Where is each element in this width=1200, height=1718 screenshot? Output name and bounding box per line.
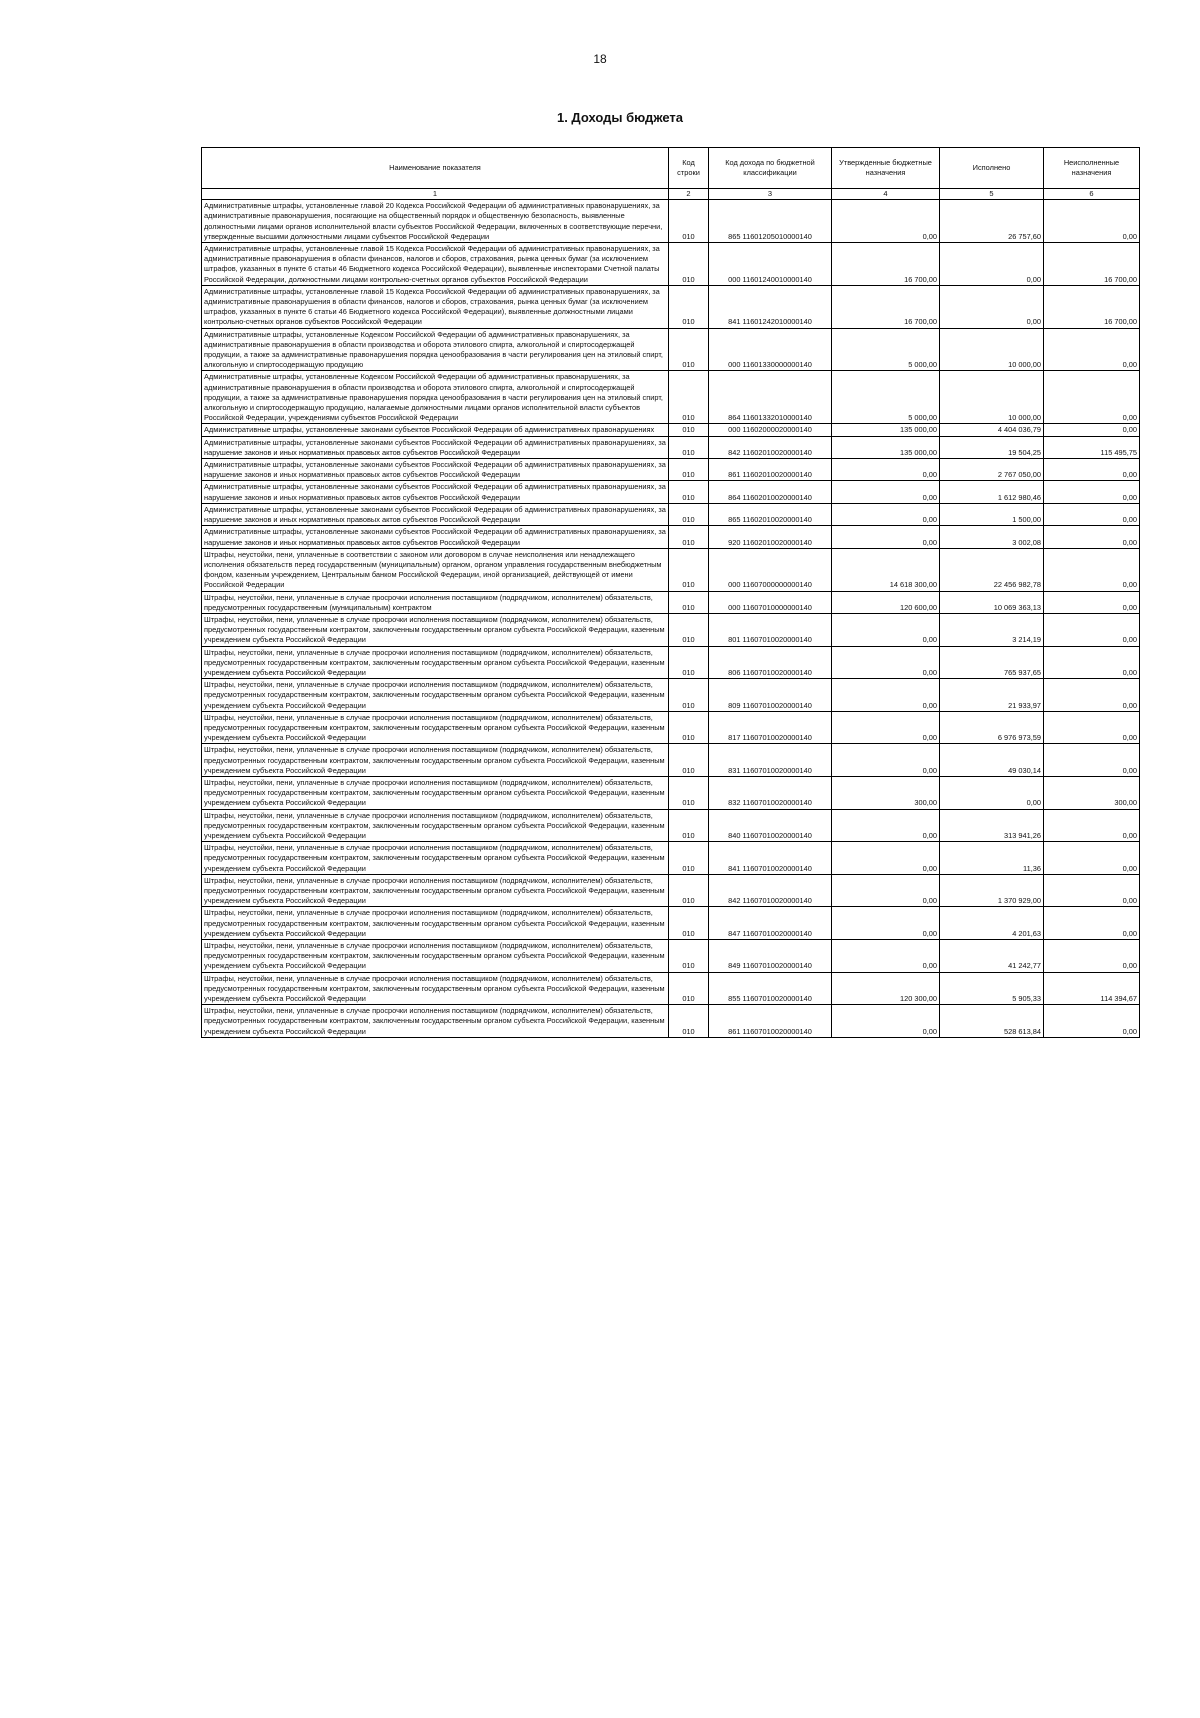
table-body — [202, 200, 1140, 1038]
row-code: 010 — [669, 591, 709, 613]
row-name: Штрафы, неустойки, пени, уплаченные в случае просрочки исполнения поставщиком (подрядчиком, исполнителем) обязательств, предусмотренных государственным контрактом, заключенным государственным органом субъекта Российской Федерации, казенным учреждением субъекта Российской Федерации — [202, 809, 669, 842]
row-executed: 3 002,08 — [940, 526, 1044, 548]
column-number: 3 — [709, 189, 832, 200]
row-approved: 120 300,00 — [832, 972, 940, 1005]
row-approved: 0,00 — [832, 907, 940, 940]
table-row — [202, 744, 1140, 777]
row-code: 010 — [669, 285, 709, 328]
row-approved: 0,00 — [832, 809, 940, 842]
row-unexecuted: 114 394,67 — [1044, 972, 1140, 1005]
row-unexecuted: 0,00 — [1044, 711, 1140, 744]
row-approved: 0,00 — [832, 503, 940, 525]
header-approved: Утвержденные бюджетные назначения — [832, 148, 940, 189]
table-row — [202, 711, 1140, 744]
row-approved: 135 000,00 — [832, 424, 940, 436]
row-executed: 49 030,14 — [940, 744, 1044, 777]
row-kbk: 849 11607010020000140 — [709, 940, 832, 973]
row-kbk: 000 11601240010000140 — [709, 243, 832, 286]
row-unexecuted: 0,00 — [1044, 371, 1140, 424]
row-name: Штрафы, неустойки, пени, уплаченные в случае просрочки исполнения поставщиком (подрядчиком, исполнителем) обязательств, предусмотренных государственным контрактом, заключенным государственным органом субъекта Российской Федерации, казенным учреждением субъекта Российской Федерации — [202, 776, 669, 809]
row-unexecuted: 0,00 — [1044, 809, 1140, 842]
table-row — [202, 842, 1140, 875]
row-approved: 5 000,00 — [832, 371, 940, 424]
row-unexecuted: 0,00 — [1044, 613, 1140, 646]
table-row — [202, 591, 1140, 613]
row-unexecuted: 0,00 — [1044, 328, 1140, 371]
row-executed: 4 404 036,79 — [940, 424, 1044, 436]
row-executed: 10 069 363,13 — [940, 591, 1044, 613]
row-name: Штрафы, неустойки, пени, уплаченные в случае просрочки исполнения поставщиком (подрядчиком, исполнителем) обязательств, предусмотренных государственным контрактом, заключенным государственным органом субъекта Российской Федерации, казенным учреждением субъекта Российской Федерации — [202, 613, 669, 646]
table-row — [202, 679, 1140, 712]
row-unexecuted: 0,00 — [1044, 503, 1140, 525]
row-executed: 21 933,97 — [940, 679, 1044, 712]
table-row — [202, 459, 1140, 481]
row-code: 010 — [669, 503, 709, 525]
table-row — [202, 371, 1140, 424]
row-name: Штрафы, неустойки, пени, уплаченные в случае просрочки исполнения поставщиком (подрядчиком, исполнителем) обязательств, предусмотренных государственным контрактом, заключенным государственным органом субъекта Российской Федерации, казенным учреждением субъекта Российской Федерации — [202, 874, 669, 907]
table-row — [202, 285, 1140, 328]
header-code: Код строки — [669, 148, 709, 189]
row-kbk: 861 11602010020000140 — [709, 459, 832, 481]
row-approved: 0,00 — [832, 200, 940, 243]
row-kbk: 865 11602010020000140 — [709, 503, 832, 525]
row-name: Штрафы, неустойки, пени, уплаченные в случае просрочки исполнения поставщиком (подрядчиком, исполнителем) обязательств, предусмотренных государственным контрактом, заключенным государственным органом субъекта Российской Федерации, казенным учреждением субъекта Российской Федерации — [202, 842, 669, 875]
row-code: 010 — [669, 679, 709, 712]
row-kbk: 841 11601242010000140 — [709, 285, 832, 328]
row-unexecuted: 300,00 — [1044, 776, 1140, 809]
row-executed: 5 905,33 — [940, 972, 1044, 1005]
row-code: 010 — [669, 328, 709, 371]
row-executed: 1 370 929,00 — [940, 874, 1044, 907]
row-approved: 0,00 — [832, 940, 940, 973]
row-code: 010 — [669, 371, 709, 424]
column-number: 4 — [832, 189, 940, 200]
row-kbk: 920 11602010020000140 — [709, 526, 832, 548]
row-unexecuted: 0,00 — [1044, 646, 1140, 679]
row-code: 010 — [669, 548, 709, 591]
row-unexecuted: 0,00 — [1044, 842, 1140, 875]
row-executed: 528 613,84 — [940, 1005, 1044, 1038]
row-code: 010 — [669, 436, 709, 458]
row-unexecuted: 0,00 — [1044, 940, 1140, 973]
row-kbk: 865 11601205010000140 — [709, 200, 832, 243]
table-row — [202, 874, 1140, 907]
row-approved: 0,00 — [832, 842, 940, 875]
table-row — [202, 526, 1140, 548]
row-kbk: 000 11602000020000140 — [709, 424, 832, 436]
row-name: Штрафы, неустойки, пени, уплаченные в случае просрочки исполнения поставщиком (подрядчиком, исполнителем) обязательств, предусмотренных государственным контрактом, заключенным государственным органом субъекта Российской Федерации, казенным учреждением субъекта Российской Федерации — [202, 711, 669, 744]
row-executed: 4 201,63 — [940, 907, 1044, 940]
row-kbk: 806 11607010020000140 — [709, 646, 832, 679]
row-unexecuted: 0,00 — [1044, 548, 1140, 591]
row-approved: 0,00 — [832, 711, 940, 744]
row-executed: 2 767 050,00 — [940, 459, 1044, 481]
row-kbk: 847 11607010020000140 — [709, 907, 832, 940]
row-executed: 0,00 — [940, 776, 1044, 809]
row-kbk: 840 11607010020000140 — [709, 809, 832, 842]
row-code: 010 — [669, 809, 709, 842]
row-code: 010 — [669, 744, 709, 777]
row-name: Административные штрафы, установленные законами субъектов Российской Федерации об административных правонарушениях, за нарушение законов и иных нормативных правовых актов субъектов Российской Федерации — [202, 459, 669, 481]
table-row — [202, 776, 1140, 809]
row-unexecuted: 0,00 — [1044, 679, 1140, 712]
row-name: Штрафы, неустойки, пени, уплаченные в случае просрочки исполнения поставщиком (подрядчиком, исполнителем) обязательств, предусмотренных государственным контрактом, заключенным государственным органом субъекта Российской Федерации, казенным учреждением субъекта Российской Федерации — [202, 1005, 669, 1038]
row-name: Административные штрафы, установленные главой 15 Кодекса Российской Федерации об административных правонарушениях, за административные правонарушения в области финансов, налогов и сборов, страхования, рынка ценных бумаг (за исключением штрафов, указанных в пункте 6 статьи 46 Бюджетного кодекса Российской Федерации), выявленные должностными лицами контрольно-счетных органов субъектов Российской Федерации — [202, 285, 669, 328]
row-executed: 3 214,19 — [940, 613, 1044, 646]
row-name: Штрафы, неустойки, пени, уплаченные в соответствии с законом или договором в случае неисполнения или ненадлежащего исполнения обязательств перед государственным (муниципальным) органом, органом управления государственным внебюджетным фондом, казенным учреждением, Центральным банком Российской Федерации, иной организацией, действующей от имени Российской Федерации — [202, 548, 669, 591]
column-number: 1 — [202, 189, 669, 200]
row-code: 010 — [669, 842, 709, 875]
row-kbk: 842 11607010020000140 — [709, 874, 832, 907]
row-unexecuted: 16 700,00 — [1044, 285, 1140, 328]
row-approved: 0,00 — [832, 613, 940, 646]
table-row — [202, 503, 1140, 525]
table-row — [202, 328, 1140, 371]
row-unexecuted: 115 495,75 — [1044, 436, 1140, 458]
row-kbk: 861 11607010020000140 — [709, 1005, 832, 1038]
row-name: Административные штрафы, установленные законами субъектов Российской Федерации об административных правонарушениях, за нарушение законов и иных нормативных правовых актов субъектов Российской Федерации — [202, 436, 669, 458]
row-approved: 16 700,00 — [832, 285, 940, 328]
row-code: 010 — [669, 424, 709, 436]
row-name: Административные штрафы, установленные законами субъектов Российской Федерации об административных правонарушениях, за нарушение законов и иных нормативных правовых актов субъектов Российской Федерации — [202, 481, 669, 503]
row-kbk: 855 11607010020000140 — [709, 972, 832, 1005]
row-name: Административные штрафы, установленные законами субъектов Российской Федерации об административных правонарушениях — [202, 424, 669, 436]
row-name: Административные штрафы, установленные главой 15 Кодекса Российской Федерации об административных правонарушениях, за административные правонарушения в области финансов, налогов и сборов, страхования, рынка ценных бумаг (за исключением штрафов, указанных в пункте 6 статьи 46 Бюджетного кодекса Российской Федерации), выявленные инспекторами Счетной палаты Российской Федерации, должностными лицами контрольно-счетных органов субъектов Российской Федерации — [202, 243, 669, 286]
table-row — [202, 907, 1140, 940]
row-executed: 0,00 — [940, 285, 1044, 328]
row-kbk: 841 11607010020000140 — [709, 842, 832, 875]
row-executed: 1 500,00 — [940, 503, 1044, 525]
row-approved: 14 618 300,00 — [832, 548, 940, 591]
table-row — [202, 646, 1140, 679]
column-number: 5 — [940, 189, 1044, 200]
row-name: Административные штрафы, установленные Кодексом Российской Федерации об административных правонарушениях, за административные правонарушения в области производства и оборота этилового спирта, алкогольной и спиртосодержащей продукции, а также за административные правонарушения порядка ценообразования в части регулирования цен на этиловый спирт, алкогольную и спиртосодержащую продукцию, налагаемые должностными лицами органов исполнительной власти субъектов Российской Федерации, учреждениями субъектов Российской Федерации — [202, 371, 669, 424]
row-approved: 0,00 — [832, 646, 940, 679]
row-unexecuted: 0,00 — [1044, 1005, 1140, 1038]
table-row — [202, 613, 1140, 646]
table-header-row — [202, 148, 1140, 189]
row-approved: 0,00 — [832, 1005, 940, 1038]
row-kbk: 801 11607010020000140 — [709, 613, 832, 646]
row-executed: 0,00 — [940, 243, 1044, 286]
row-kbk: 864 11601332010000140 — [709, 371, 832, 424]
table-row — [202, 1005, 1140, 1038]
table-row — [202, 200, 1140, 243]
row-executed: 22 456 982,78 — [940, 548, 1044, 591]
row-unexecuted: 0,00 — [1044, 744, 1140, 777]
row-approved: 0,00 — [832, 874, 940, 907]
row-executed: 19 504,25 — [940, 436, 1044, 458]
row-approved: 0,00 — [832, 679, 940, 712]
row-executed: 765 937,65 — [940, 646, 1044, 679]
row-unexecuted: 0,00 — [1044, 481, 1140, 503]
row-name: Административные штрафы, установленные законами субъектов Российской Федерации об административных правонарушениях, за нарушение законов и иных нормативных правовых актов субъектов Российской Федерации — [202, 526, 669, 548]
header-name: Наименование показателя — [202, 148, 669, 189]
row-kbk: 817 11607010020000140 — [709, 711, 832, 744]
row-code: 010 — [669, 613, 709, 646]
row-unexecuted: 0,00 — [1044, 907, 1140, 940]
row-kbk: 000 11607010000000140 — [709, 591, 832, 613]
row-code: 010 — [669, 243, 709, 286]
revenue-table — [201, 147, 1140, 1038]
row-approved: 5 000,00 — [832, 328, 940, 371]
table-row — [202, 809, 1140, 842]
section-title: 1. Доходы бюджета — [556, 110, 684, 125]
row-kbk: 000 11607000000000140 — [709, 548, 832, 591]
table-row — [202, 424, 1140, 436]
row-approved: 0,00 — [832, 481, 940, 503]
row-executed: 10 000,00 — [940, 328, 1044, 371]
row-name: Административные штрафы, установленные Кодексом Российской Федерации об административных правонарушениях, за административные правонарушения в области производства и оборота этилового спирта, алкогольной и спиртосодержащей продукции, а также за административные правонарушения порядка ценообразования в части регулирования цен на этиловый спирт, алкогольную и спиртосодержащую продукцию — [202, 328, 669, 371]
row-executed: 1 612 980,46 — [940, 481, 1044, 503]
row-unexecuted: 0,00 — [1044, 459, 1140, 481]
page-number: 18 — [593, 52, 607, 66]
row-name: Штрафы, неустойки, пени, уплаченные в случае просрочки исполнения поставщиком (подрядчиком, исполнителем) обязательств, предусмотренных государственным контрактом, заключенным государственным органом субъекта Российской Федерации, казенным учреждением субъекта Российской Федерации — [202, 940, 669, 973]
row-unexecuted: 0,00 — [1044, 526, 1140, 548]
row-executed: 11,36 — [940, 842, 1044, 875]
row-unexecuted: 0,00 — [1044, 874, 1140, 907]
row-kbk: 832 11607010020000140 — [709, 776, 832, 809]
row-approved: 300,00 — [832, 776, 940, 809]
row-name: Штрафы, неустойки, пени, уплаченные в случае просрочки исполнения поставщиком (подрядчиком, исполнителем) обязательств, предусмотренных государственным контрактом, заключенным государственным органом субъекта Российской Федерации, казенным учреждением субъекта Российской Федерации — [202, 907, 669, 940]
row-kbk: 864 11602010020000140 — [709, 481, 832, 503]
row-code: 010 — [669, 972, 709, 1005]
column-number: 2 — [669, 189, 709, 200]
row-code: 010 — [669, 711, 709, 744]
row-name: Штрафы, неустойки, пени, уплаченные в случае просрочки исполнения поставщиком (подрядчиком, исполнителем) обязательств, предусмотренных государственным (муниципальным) контрактом — [202, 591, 669, 613]
table-row — [202, 481, 1140, 503]
row-code: 010 — [669, 526, 709, 548]
row-kbk: 842 11602010020000140 — [709, 436, 832, 458]
row-executed: 41 242,77 — [940, 940, 1044, 973]
table-row — [202, 436, 1140, 458]
row-executed: 10 000,00 — [940, 371, 1044, 424]
row-approved: 16 700,00 — [832, 243, 940, 286]
row-name: Административные штрафы, установленные главой 20 Кодекса Российской Федерации об административных правонарушениях, за административные правонарушения, посягающие на общественный порядок и общественную безопасность, выявленные должностными лицами органов исполнительной власти субъектов Российской Федерации, включенных в соответствующие перечни, утвержденные высшими должностными лицами субъектов Российской Федерации — [202, 200, 669, 243]
row-approved: 120 600,00 — [832, 591, 940, 613]
row-code: 010 — [669, 481, 709, 503]
row-executed: 6 976 973,59 — [940, 711, 1044, 744]
row-name: Штрафы, неустойки, пени, уплаченные в случае просрочки исполнения поставщиком (подрядчиком, исполнителем) обязательств, предусмотренных государственным контрактом, заключенным государственным органом субъекта Российской Федерации, казенным учреждением субъекта Российской Федерации — [202, 972, 669, 1005]
row-executed: 313 941,26 — [940, 809, 1044, 842]
row-code: 010 — [669, 646, 709, 679]
row-unexecuted: 0,00 — [1044, 424, 1140, 436]
row-name: Штрафы, неустойки, пени, уплаченные в случае просрочки исполнения поставщиком (подрядчиком, исполнителем) обязательств, предусмотренных государственным контрактом, заключенным государственным органом субъекта Российской Федерации, казенным учреждением субъекта Российской Федерации — [202, 744, 669, 777]
row-unexecuted: 0,00 — [1044, 591, 1140, 613]
row-unexecuted: 16 700,00 — [1044, 243, 1140, 286]
header-executed: Исполнено — [940, 148, 1044, 189]
row-kbk: 000 11601330000000140 — [709, 328, 832, 371]
header-unexecuted: Неисполненные назначения — [1044, 148, 1140, 189]
row-unexecuted: 0,00 — [1044, 200, 1140, 243]
row-name: Штрафы, неустойки, пени, уплаченные в случае просрочки исполнения поставщиком (подрядчиком, исполнителем) обязательств, предусмотренных государственным контрактом, заключенным государственным органом субъекта Российской Федерации, казенным учреждением субъекта Российской Федерации — [202, 646, 669, 679]
row-kbk: 831 11607010020000140 — [709, 744, 832, 777]
row-code: 010 — [669, 776, 709, 809]
column-number-row — [202, 189, 1140, 200]
table-row — [202, 940, 1140, 973]
row-approved: 135 000,00 — [832, 436, 940, 458]
row-name: Административные штрафы, установленные законами субъектов Российской Федерации об административных правонарушениях, за нарушение законов и иных нормативных правовых актов субъектов Российской Федерации — [202, 503, 669, 525]
row-code: 010 — [669, 459, 709, 481]
table-row — [202, 972, 1140, 1005]
row-code: 010 — [669, 940, 709, 973]
row-name: Штрафы, неустойки, пени, уплаченные в случае просрочки исполнения поставщиком (подрядчиком, исполнителем) обязательств, предусмотренных государственным контрактом, заключенным государственным органом субъекта Российской Федерации, казенным учреждением субъекта Российской Федерации — [202, 679, 669, 712]
row-code: 010 — [669, 874, 709, 907]
header-kbk: Код дохода по бюджетной классификации — [709, 148, 832, 189]
table-row — [202, 243, 1140, 286]
column-number: 6 — [1044, 189, 1140, 200]
row-code: 010 — [669, 907, 709, 940]
row-approved: 0,00 — [832, 526, 940, 548]
row-approved: 0,00 — [832, 744, 940, 777]
row-kbk: 809 11607010020000140 — [709, 679, 832, 712]
row-approved: 0,00 — [832, 459, 940, 481]
row-executed: 26 757,60 — [940, 200, 1044, 243]
table-row — [202, 548, 1140, 591]
row-code: 010 — [669, 200, 709, 243]
row-code: 010 — [669, 1005, 709, 1038]
